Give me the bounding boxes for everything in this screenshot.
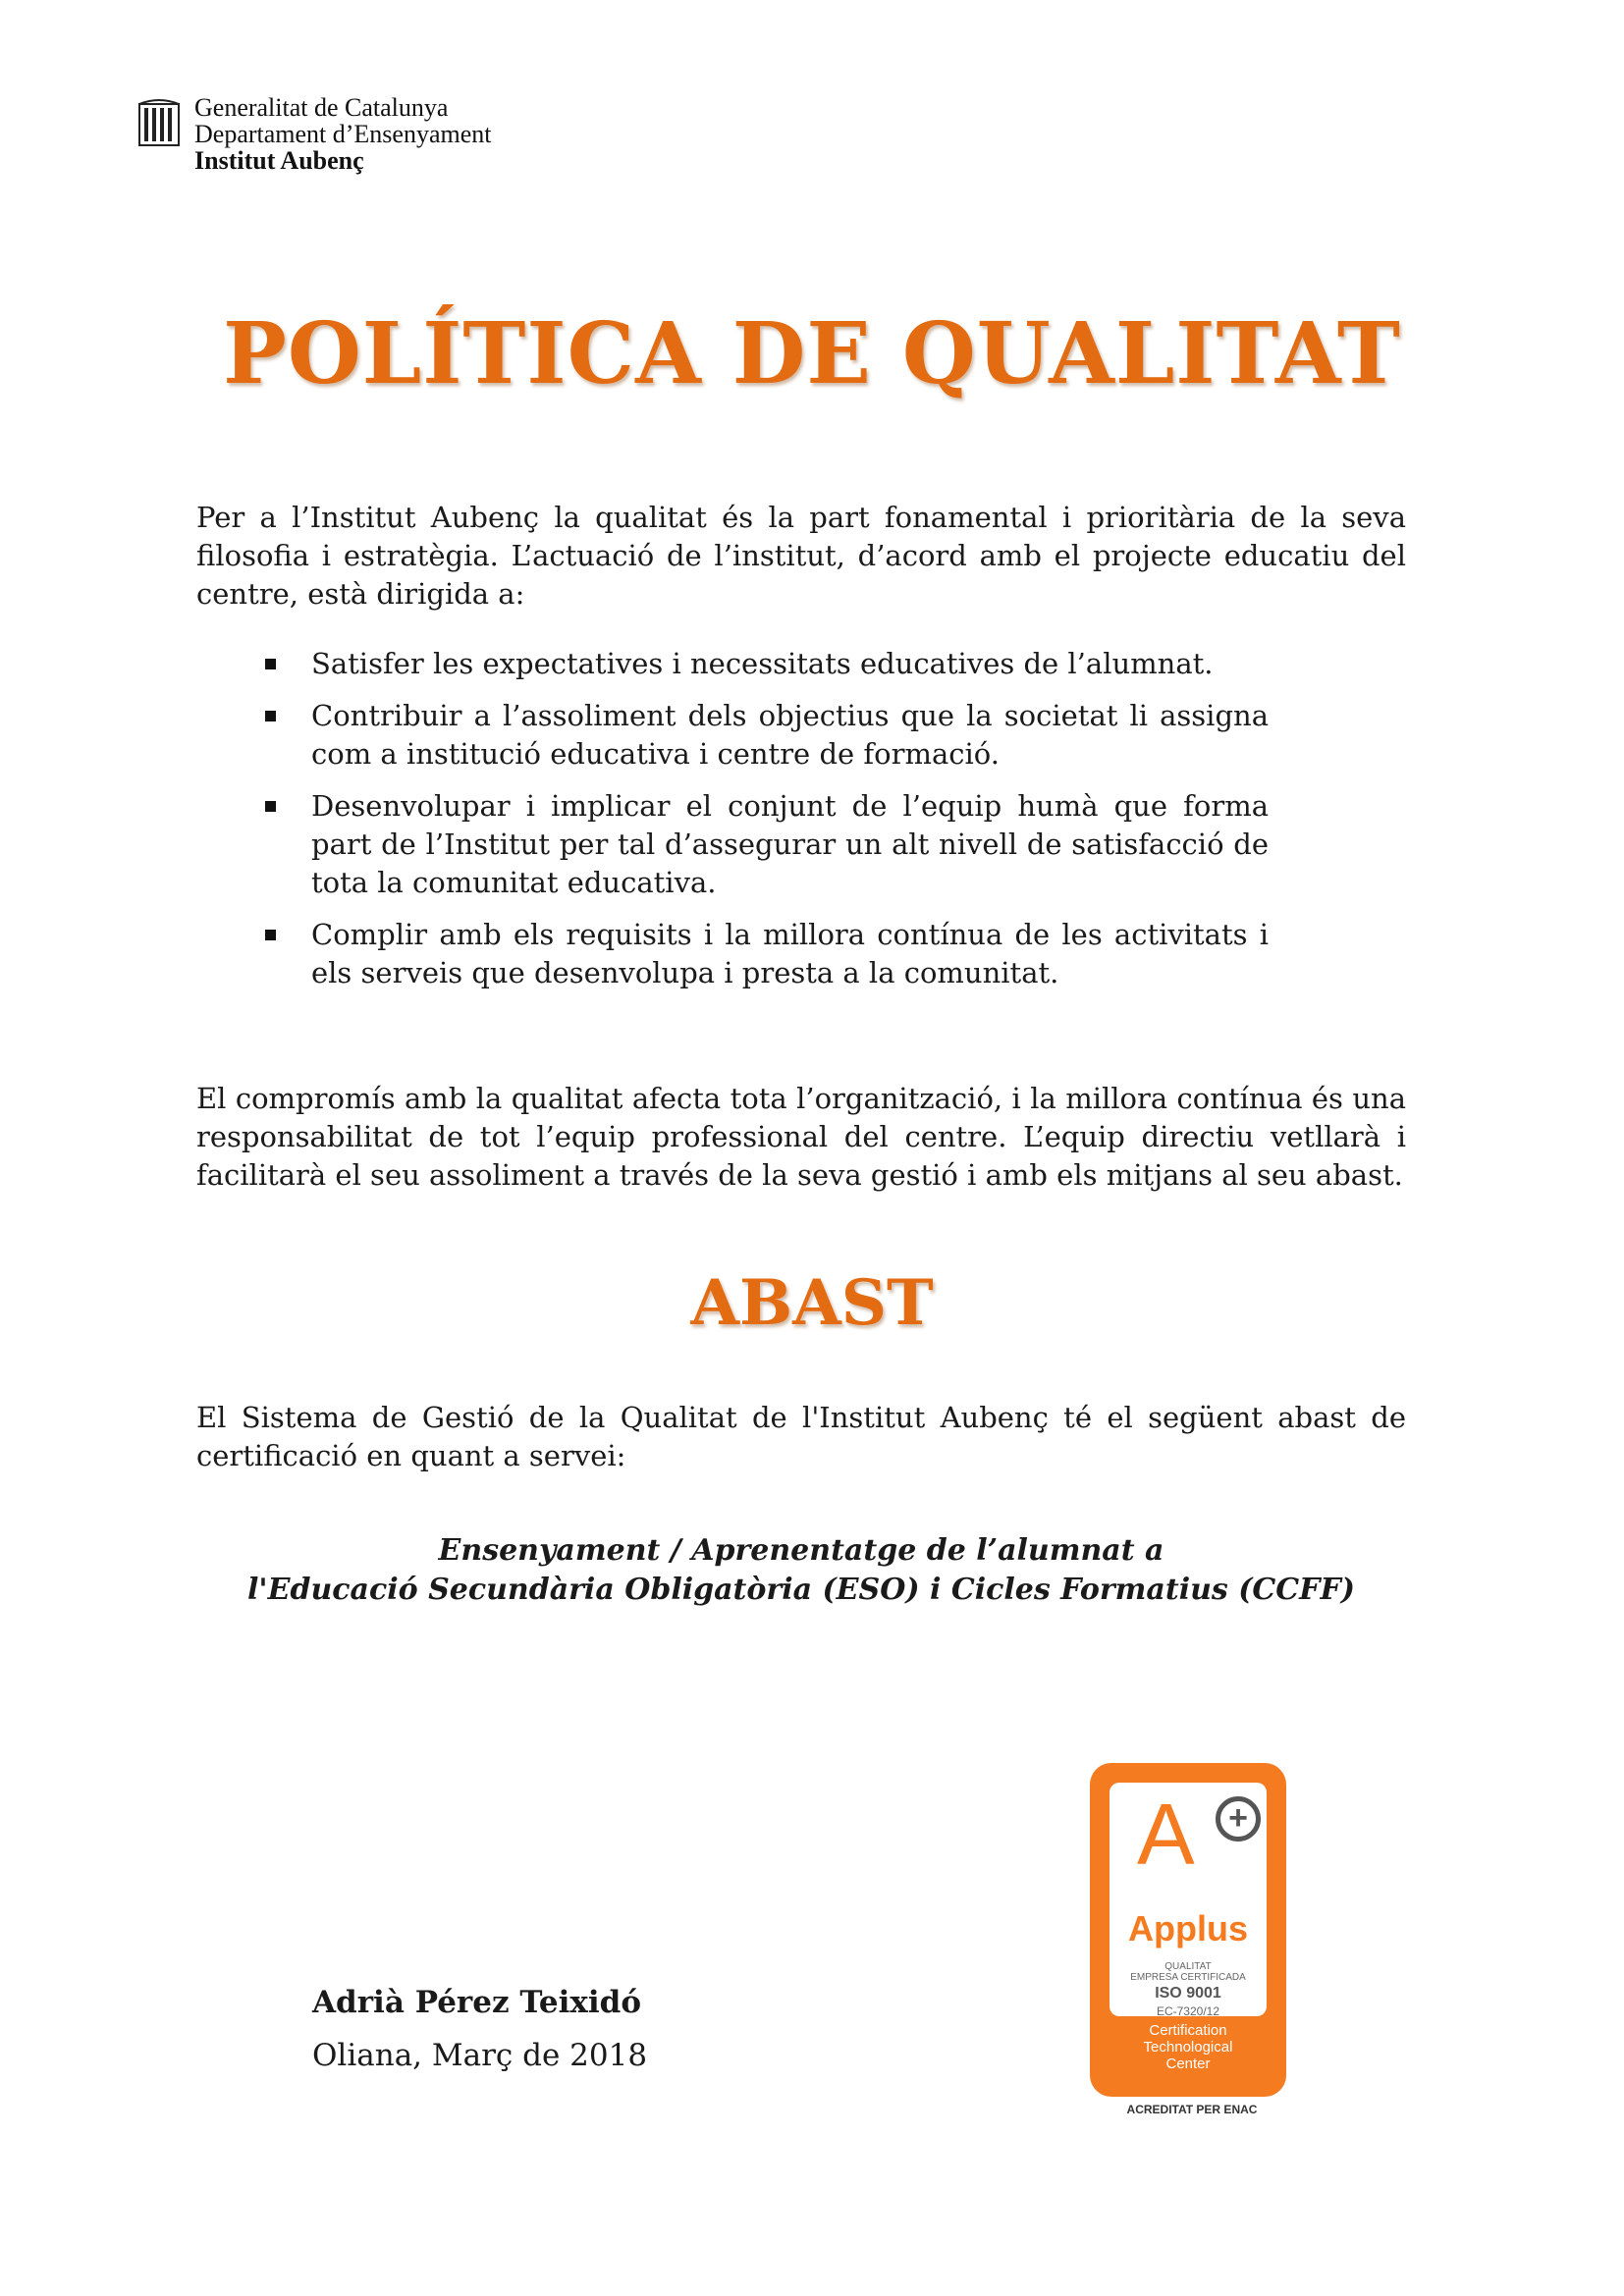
list-item: Satisfer les expectatives i necessitats educatives de l’alumnat. — [257, 645, 1269, 683]
certificate-quality-label: QUALITAT EMPRESA CERTIFICADA — [1130, 1961, 1246, 1983]
certificate-mark: A — [1137, 1786, 1195, 1883]
list-item: Desenvolupar i implicar el conjunt de l’equip humà que forma part de l’Institut per tal d’assegurar un alt nivell de satisfacció de tota la comunitat educativa. — [257, 787, 1269, 902]
signer-name: Adrià Pérez Teixidó — [312, 1985, 641, 2020]
certification-badge — [1090, 1763, 1294, 2116]
header-line-generalitat: Generalitat de Catalunya — [194, 93, 449, 122]
bullet-square-icon — [265, 659, 276, 669]
certificate-iso: ISO 9001 — [1155, 1985, 1221, 2002]
bullet-square-icon — [265, 801, 276, 812]
generalitat-logo-icon — [137, 98, 181, 149]
bullet-square-icon — [265, 930, 276, 940]
certificate-frame — [1090, 1763, 1286, 2097]
scope-statement — [196, 1531, 1406, 1610]
scope-paragraph: El Sistema de Gestió de la Qualitat de l'Institut Aubenç té el següent abast de certificació en quant a servei: — [196, 1401, 1406, 1472]
scope-title: ABAST — [690, 1266, 934, 1340]
page-title: POLÍTICA DE QUALITAT — [223, 304, 1401, 403]
plus-icon: + — [1216, 1796, 1261, 1842]
header-line-institute: Institut Aubenç — [194, 146, 364, 175]
list-item: Complir amb els requisits i la millora contínua de les activitats i els serveis que desenvolupa i presta a la comunitat. — [257, 916, 1269, 992]
objectives-list — [257, 645, 1269, 1006]
intro-paragraph: Per a l’Institut Aubenç la qualitat és la part fonamental i prioritària de la seva filosofia i estratègia. L’actuació de l’institut, d’acord amb el projecte educatiu del centre, està dirigida a: — [196, 501, 1406, 611]
certificate-panel — [1110, 1783, 1267, 2016]
scope-line-2: l'Educació Secundària Obligatòria (ESO) i Cicles Formatius (CCFF) — [247, 1573, 1355, 1607]
list-item: Contribuir a l’assoliment dels objectius que la societat li assigna com a institució educativa i centre de formació. — [257, 697, 1269, 774]
header-line-department: Departament d’Ensenyament — [194, 120, 492, 148]
certificate-accreditation: ACREDITAT PER ENAC — [1126, 2103, 1258, 2116]
scope-line-1: Ensenyament / Aprenentatge de l’alumnat a — [438, 1533, 1164, 1568]
certificate-footer: Certification Technological Center — [1143, 2022, 1233, 2072]
certificate-code: EC-7320/12 — [1156, 2004, 1220, 2018]
place-date: Oliana, Març de 2018 — [312, 2038, 648, 2073]
commitment-paragraph: El compromís amb la qualitat afecta tota l’organització, i la millora contínua és una responsabilitat de tot l’equip professional del centre. L’equip directiu vetllarà i facilitarà el seu assoliment a través de la seva gestió i amb els mitjans al seu abast. — [196, 1082, 1406, 1192]
letterhead — [137, 94, 492, 174]
bullet-square-icon — [265, 711, 276, 721]
certificate-brand: Applus — [1128, 1908, 1248, 1949]
